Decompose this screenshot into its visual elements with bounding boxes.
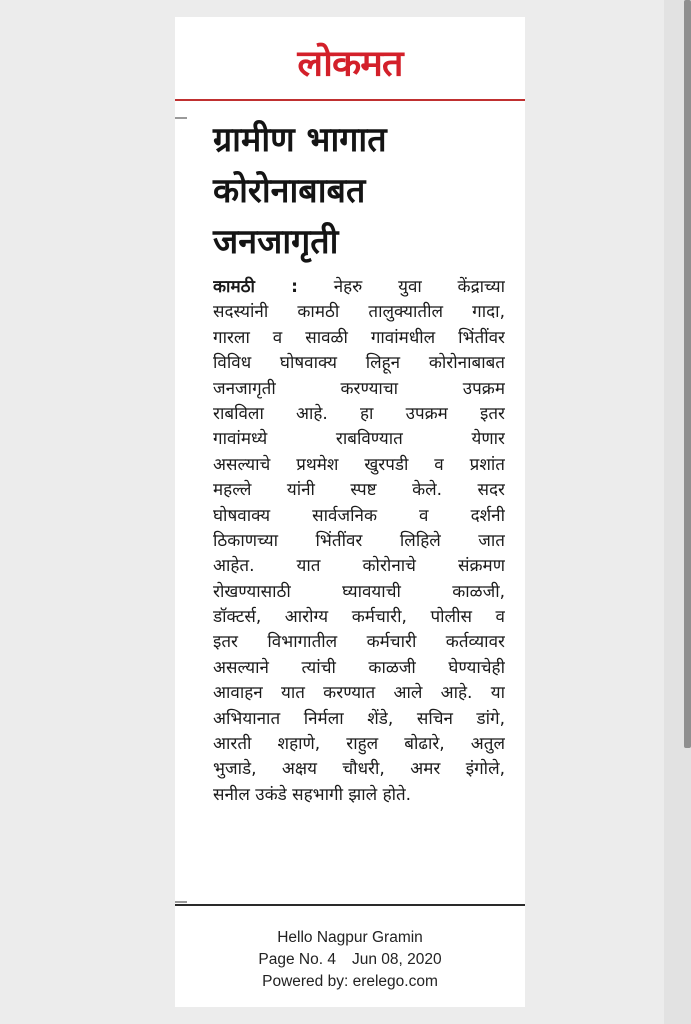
- body-line: गारला व सावळी गावांमधील भिंतींवर: [213, 327, 505, 348]
- body-line: इतर विभागातील कर्मचारी कर्तव्यावर: [213, 632, 505, 653]
- masthead-logo: लोकमत: [297, 42, 403, 84]
- article-body: [213, 275, 505, 808]
- footer-date: Jun 08, 2020: [351, 951, 442, 968]
- masthead-divider: [175, 99, 525, 101]
- body-line: महल्ले यांनी स्पष्ट केले. सदर: [213, 480, 505, 501]
- body-line: [213, 275, 505, 300]
- body-line: घोषवाक्य सार्वजनिक व दर्शनी: [213, 505, 505, 526]
- clipping-footer: [175, 927, 525, 993]
- body-line: गावांमध्ये राबविण्यात येणार: [213, 429, 505, 450]
- body-line: आवाहन यात करण्यात आले आहे. या: [213, 683, 505, 704]
- body-line: सदस्यांनी कामठी तालुक्यातील गादा,: [213, 302, 505, 323]
- body-line: आरती शहाणे, राहुल बोढारे, अतुल: [213, 734, 505, 755]
- headline-line: कोरोनाबाबत: [213, 171, 366, 211]
- footer-page-date: [175, 949, 525, 971]
- body-line: आहेत. यात कोरोनाचे संक्रमण: [213, 556, 505, 577]
- footer-page-number: Page No. 4: [258, 951, 336, 968]
- newspaper-clipping: [175, 17, 525, 1007]
- headline-line: जनजागृती: [213, 222, 339, 262]
- footer-divider: [175, 904, 525, 906]
- dateline: कामठी :: [213, 277, 298, 297]
- body-line-text: नेहरु युवा केंद्राच्या: [333, 277, 505, 297]
- body-line: रोखण्यासाठी घ्यावयाची काळजी,: [213, 581, 505, 602]
- body-line: असल्याचे प्रथमेश खुरपडी व प्रशांत: [213, 454, 505, 475]
- body-line: अभियानात निर्मला शेंडे, सचिन डांगे,: [213, 708, 505, 729]
- body-line: भुजाडे, अक्षय चौधरी, अमर इंगोले,: [213, 759, 505, 780]
- body-line: विविध घोषवाक्य लिहून कोरोनाबाबत: [213, 353, 505, 374]
- body-line: जनजागृती करण्याचा उपक्रम: [213, 378, 505, 399]
- body-line: राबविला आहे. हा उपक्रम इतर: [213, 403, 505, 424]
- column-marker: [175, 117, 187, 119]
- article-headline: [213, 115, 513, 268]
- headline-line: ग्रामीण भागात: [213, 120, 387, 160]
- column-marker: [175, 901, 187, 903]
- footer-source: Hello Nagpur Gramin: [277, 929, 423, 946]
- body-line: डॉक्टर्स, आरोग्य कर्मचारी, पोलीस व: [213, 607, 505, 628]
- body-line: सनील उकंडे सहभागी झाले होते.: [213, 784, 412, 805]
- body-line: ठिकाणच्या भिंतींवर लिहिले जात: [213, 530, 505, 551]
- scrollbar-thumb[interactable]: [684, 0, 691, 748]
- footer-powered-by[interactable]: Powered by: erelego.com: [262, 973, 438, 990]
- body-line: असल्याने त्यांची काळजी घेण्याचेही: [213, 657, 505, 678]
